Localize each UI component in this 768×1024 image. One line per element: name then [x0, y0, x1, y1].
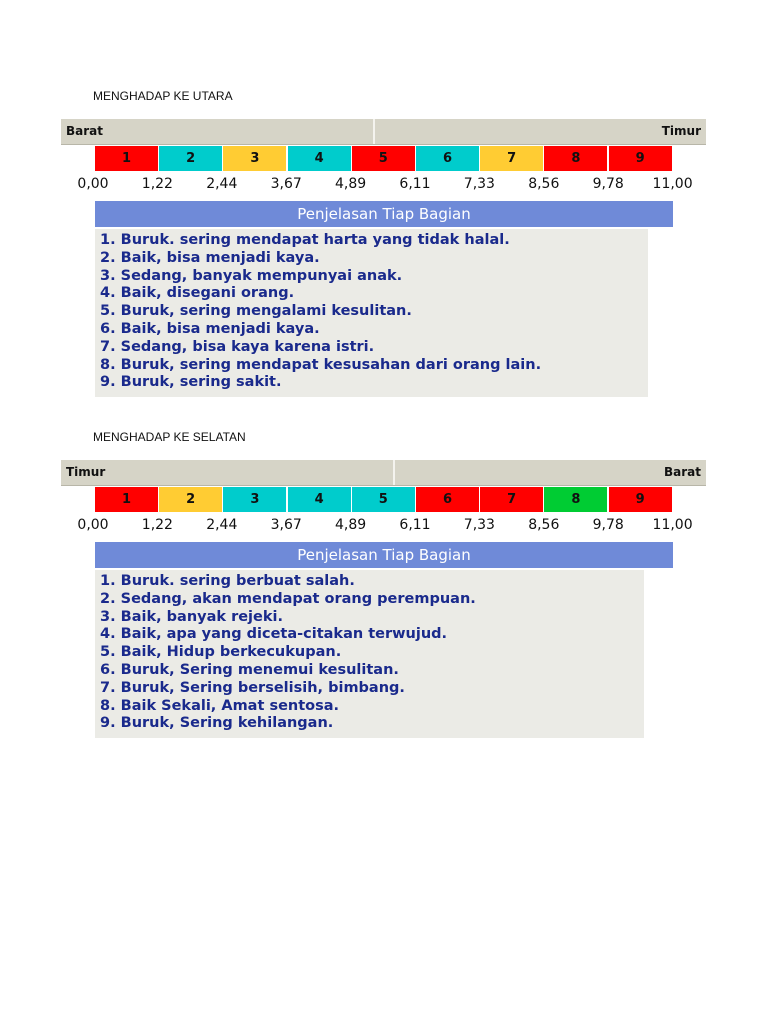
scale-tick: 2,44 — [206, 176, 238, 192]
explanation-list — [95, 570, 644, 738]
segment-cell-9: 9 — [609, 487, 673, 512]
scale-tick: 4,89 — [335, 176, 367, 192]
scale-tick: 8,56 — [528, 176, 560, 192]
scale-tick: 3,67 — [270, 517, 302, 533]
direction-divider — [373, 119, 375, 144]
explanation-list — [95, 229, 648, 397]
direction-left-label: Timur — [66, 465, 106, 479]
segment-cell-1: 1 — [95, 487, 159, 512]
segment-cell-6: 6 — [416, 487, 480, 512]
explanation-item: 7. Buruk, Sering berselisih, bimbang. — [100, 679, 405, 696]
segment-cell-1: 1 — [95, 146, 159, 171]
explanation-item: 9. Buruk, Sering kehilangan. — [100, 715, 334, 732]
scale-tick: 0,00 — [77, 517, 109, 533]
explanation-item: 5. Baik, Hidup berkecukupan. — [100, 644, 342, 661]
segment-cell-2: 2 — [159, 487, 223, 512]
explanation-item: 3. Baik, banyak rejeki. — [100, 608, 283, 625]
explanation-item: 4. Baik, disegani orang. — [100, 285, 295, 302]
direction-right-label: Barat — [664, 465, 701, 479]
scale-tick: 11,00 — [652, 176, 693, 192]
section-heading: MENGHADAP KE SELATAN — [93, 430, 246, 444]
segment-cell-3: 3 — [223, 487, 287, 512]
distance-scale — [0, 517, 768, 537]
scale-tick: 6,11 — [399, 176, 431, 192]
scale-tick: 1,22 — [141, 517, 173, 533]
segment-cell-5: 5 — [352, 487, 416, 512]
explanation-item: 3. Sedang, banyak mempunyai anak. — [100, 267, 403, 284]
explanation-item: 9. Buruk, sering sakit. — [100, 374, 282, 391]
explanation-item: 1. Buruk. sering mendapat harta yang tidak halal. — [100, 232, 510, 248]
explanation-title: Penjelasan Tiap Bagian — [95, 201, 673, 227]
scale-tick: 7,33 — [463, 176, 495, 192]
scale-tick: 9,78 — [592, 517, 624, 533]
segment-cell-8: 8 — [544, 487, 608, 512]
explanation-title: Penjelasan Tiap Bagian — [95, 542, 673, 568]
direction-bar — [61, 460, 706, 486]
explanation-item: 6. Baik, bisa menjadi kaya. — [100, 320, 320, 337]
segment-cell-6: 6 — [416, 146, 480, 171]
segment-cell-2: 2 — [159, 146, 223, 171]
segment-cell-7: 7 — [480, 146, 544, 171]
scale-tick: 1,22 — [141, 176, 173, 192]
scale-tick: 2,44 — [206, 517, 238, 533]
explanation-item: 4. Baik, apa yang diceta-citakan terwujud. — [100, 626, 448, 643]
scale-tick: 7,33 — [463, 517, 495, 533]
scale-tick: 4,89 — [335, 517, 367, 533]
distance-scale — [0, 176, 768, 196]
segment-cell-7: 7 — [480, 487, 544, 512]
scale-tick: 3,67 — [270, 176, 302, 192]
explanation-item: 2. Sedang, akan mendapat orang perempuan. — [100, 590, 476, 607]
explanation-item: 6. Buruk, Sering menemui kesulitan. — [100, 661, 399, 678]
scale-tick: 11,00 — [652, 517, 693, 533]
explanation-item: 8. Buruk, sering mendapat kesusahan dari orang lain. — [100, 356, 542, 373]
segment-cell-8: 8 — [544, 146, 608, 171]
explanation-item: 7. Sedang, bisa kaya karena istri. — [100, 338, 375, 355]
explanation-item: 8. Baik Sekali, Amat sentosa. — [100, 697, 340, 714]
segment-cell-9: 9 — [609, 146, 673, 171]
segment-cell-5: 5 — [352, 146, 416, 171]
direction-divider — [393, 460, 395, 485]
segment-cell-4: 4 — [288, 146, 352, 171]
segment-cell-4: 4 — [288, 487, 352, 512]
direction-right-label: Timur — [661, 124, 701, 138]
segment-cell-3: 3 — [223, 146, 287, 171]
scale-tick: 6,11 — [399, 517, 431, 533]
direction-left-label: Barat — [66, 124, 103, 138]
explanation-item: 5. Buruk, sering mengalami kesulitan. — [100, 303, 412, 320]
scale-tick: 0,00 — [77, 176, 109, 192]
direction-bar — [61, 119, 706, 145]
explanation-item: 1. Buruk. sering berbuat salah. — [100, 573, 355, 589]
explanation-item: 2. Baik, bisa menjadi kaya. — [100, 249, 320, 266]
section-heading: MENGHADAP KE UTARA — [93, 89, 233, 103]
scale-tick: 9,78 — [592, 176, 624, 192]
scale-tick: 8,56 — [528, 517, 560, 533]
